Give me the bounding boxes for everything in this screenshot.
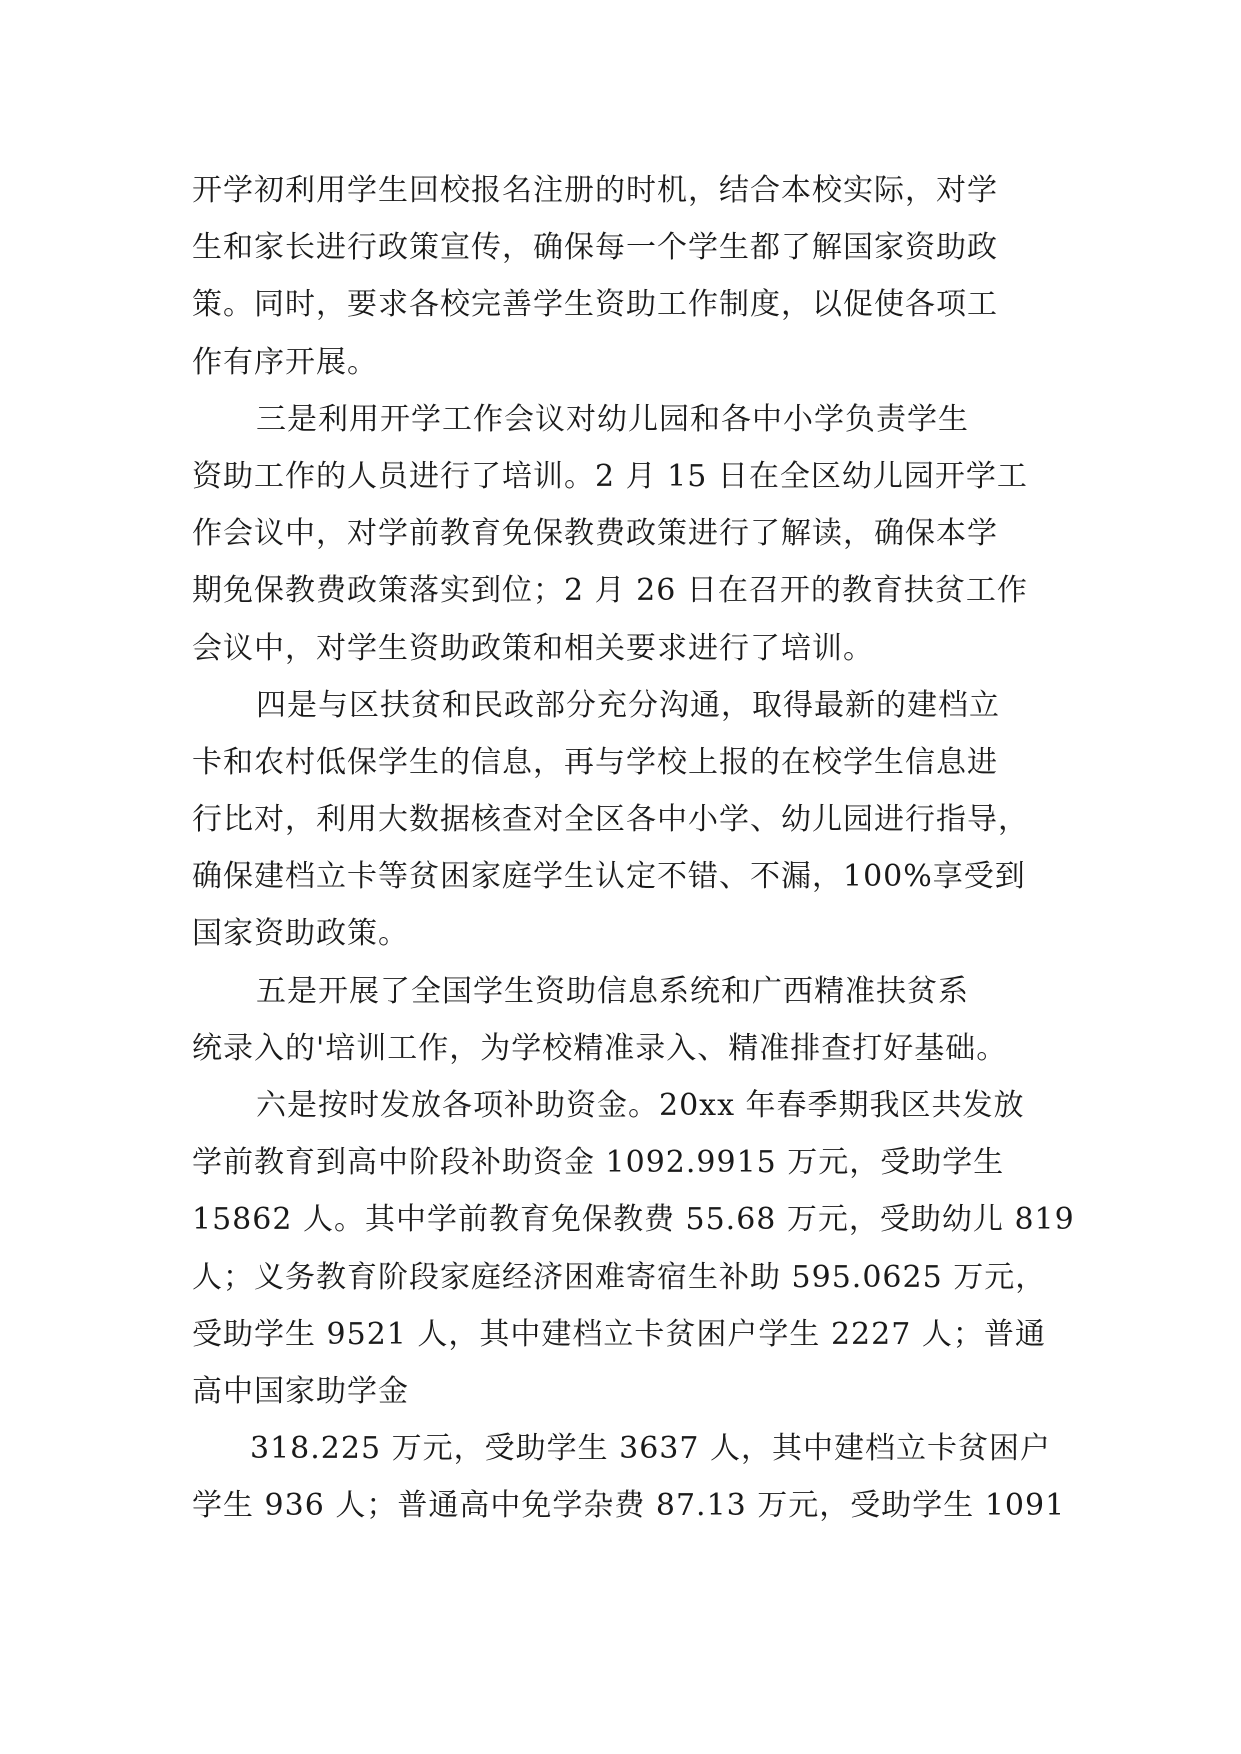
text-line: 行比对，利用大数据核查对全区各中小学、幼儿园进行指导， bbox=[192, 802, 1029, 838]
paragraph-start-line: 318.225 万元，受助学生 3637 人，其中建档立卡贫困户 bbox=[250, 1431, 1052, 1467]
text-line: 统录入的'培训工作，为学校精准录入、精准排查打好基础。 bbox=[192, 1030, 1008, 1066]
text-line: 策。同时，要求各校完善学生资助工作制度，以促使各项工 bbox=[192, 287, 998, 323]
text-line: 人；义务教育阶段家庭经济困难寄宿生补助 595.0625 万元， bbox=[192, 1259, 1047, 1295]
text-line: 会议中，对学生资助政策和相关要求进行了培训。 bbox=[192, 630, 874, 666]
text-line: 期免保教费政策落实到位；2 月 26 日在召开的教育扶贫工作 bbox=[192, 573, 1028, 609]
text-line: 作有序开展。 bbox=[192, 344, 378, 380]
text-line: 国家资助政策。 bbox=[192, 916, 409, 952]
text-line: 学前教育到高中阶段补助资金 1092.9915 万元，受助学生 bbox=[192, 1145, 1005, 1181]
text-line: 资助工作的人员进行了培训。2 月 15 日在全区幼儿园开学工 bbox=[192, 458, 1028, 494]
paragraph-start-line: 五是开展了全国学生资助信息系统和广西精准扶贫系 bbox=[256, 973, 969, 1009]
text-line: 学生 936 人；普通高中免学杂费 87.13 万元，受助学生 1091 bbox=[192, 1488, 1066, 1524]
text-line: 高中国家助学金 bbox=[192, 1373, 409, 1409]
text-line: 生和家长进行政策宣传，确保每一个学生都了解国家资助政 bbox=[192, 230, 998, 266]
body-text bbox=[192, 162, 1075, 1535]
text-line: 受助学生 9521 人，其中建档立卡贫困户学生 2227 人；普通 bbox=[192, 1316, 1046, 1352]
text-line: 作会议中，对学前教育免保教费政策进行了解读，确保本学 bbox=[192, 516, 998, 552]
text-line: 确保建档立卡等贫困家庭学生认定不错、不漏，100%享受到 bbox=[192, 859, 1026, 895]
paragraph-start-line: 四是与区扶贫和民政部分充分沟通，取得最新的建档立 bbox=[256, 687, 1000, 723]
paragraph-start-line: 六是按时发放各项补助资金。20xx 年春季期我区共发放 bbox=[256, 1088, 1025, 1123]
text-line: 卡和农村低保学生的信息，再与学校上报的在校学生信息进 bbox=[192, 744, 998, 780]
paragraph-start-line: 三是利用开学工作会议对幼儿园和各中小学负责学生 bbox=[256, 401, 969, 437]
text-line: 开学初利用学生回校报名注册的时机，结合本校实际，对学 bbox=[192, 173, 998, 208]
text-line: 15862 人。其中学前教育免保教费 55.68 万元，受助幼儿 819 bbox=[192, 1202, 1075, 1238]
